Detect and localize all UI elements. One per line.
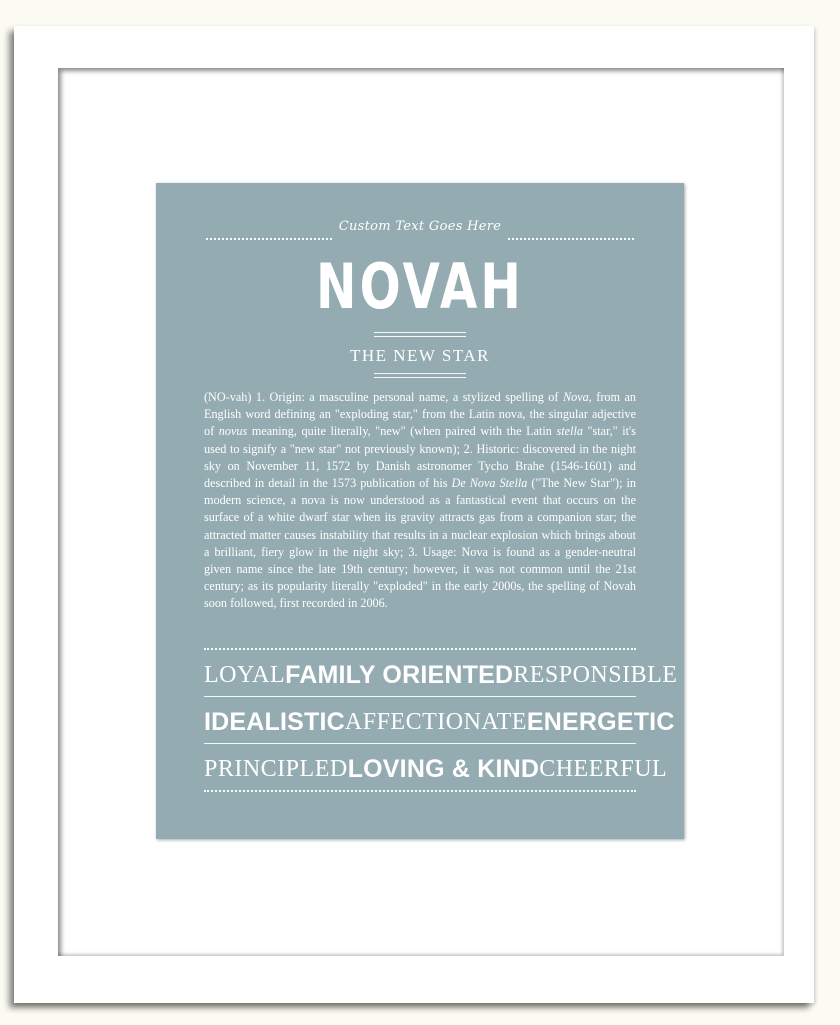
trait: AFFECTIONATE	[344, 708, 527, 735]
trait: FAMILY ORIENTED	[285, 660, 514, 689]
definition-italic-stella: stella	[556, 424, 583, 439]
name-print	[156, 183, 684, 839]
dotted-rule-right	[508, 238, 634, 240]
trait: RESPONSIBLE	[513, 661, 678, 688]
dotted-rule-left	[206, 238, 332, 240]
traits-divider-1	[204, 696, 636, 697]
traits-divider-2	[204, 743, 636, 744]
trait: LOYAL	[204, 661, 286, 688]
dotted-rule-traits-top	[204, 648, 636, 650]
definition-text: (NO-vah) 1. Origin: a masculine personal name, a stylized spelling of	[204, 390, 563, 404]
trait: PRINCIPLED	[204, 755, 348, 782]
definition-text: meaning, quite literally, "new" (when paired with the Latin	[247, 424, 557, 439]
definition-italic-nova: Nova	[562, 390, 589, 404]
rule-below-meaning-1	[374, 373, 466, 374]
definition-italic-novus: novus	[218, 424, 248, 439]
definition-text: ("The New Star"); in modern science, a nova is now understood as a fantastical event that occurs on the surface of a white dwarf star when its gravity attracts gas from a companion star; the attracted matter causes instability that results in a nuclear explosion which brings about a brilliant, fiery glow in the night sky; 3. Usage: Nova is found as a gender-neutral given name since the late 19th century; however, it was not common until the 21st century; as its popularity literally "exploded" in the early 2000s, the spelling of Novah soon followed, first recorded in 2006.	[204, 476, 637, 611]
name-title: NOVAH	[316, 250, 524, 323]
name-meaning: THE NEW STAR	[349, 346, 491, 365]
traits-row-3	[204, 749, 668, 789]
rule-above-meaning-2	[374, 336, 466, 337]
rule-above-meaning-1	[374, 332, 466, 333]
trait: LOVING & KIND	[347, 754, 540, 783]
definition-italic-title: De Nova Stella	[451, 476, 528, 491]
rule-below-meaning-2	[374, 377, 466, 378]
definition-text: , from an English word defining an "exploding star," from the Latin nova, the singular adjective of	[204, 390, 636, 439]
trait: CHEERFUL	[539, 755, 668, 782]
traits-row-1	[204, 655, 678, 695]
dotted-rule-traits-bottom	[204, 790, 636, 792]
traits-row-2	[204, 702, 675, 742]
definition-text: "star," it's used to signify a "new star" not previously known); 2. Historic: discovered in the night sky on November 11, 1572 by Danish astronomer Tycho Brahe (1546-1601) and described in detail in the 1573 publication of his	[204, 424, 636, 491]
custom-text: Custom Text Goes Here	[338, 219, 502, 234]
trait: IDEALISTIC	[204, 707, 345, 736]
name-definition	[204, 389, 636, 613]
trait: ENERGETIC	[526, 707, 675, 736]
